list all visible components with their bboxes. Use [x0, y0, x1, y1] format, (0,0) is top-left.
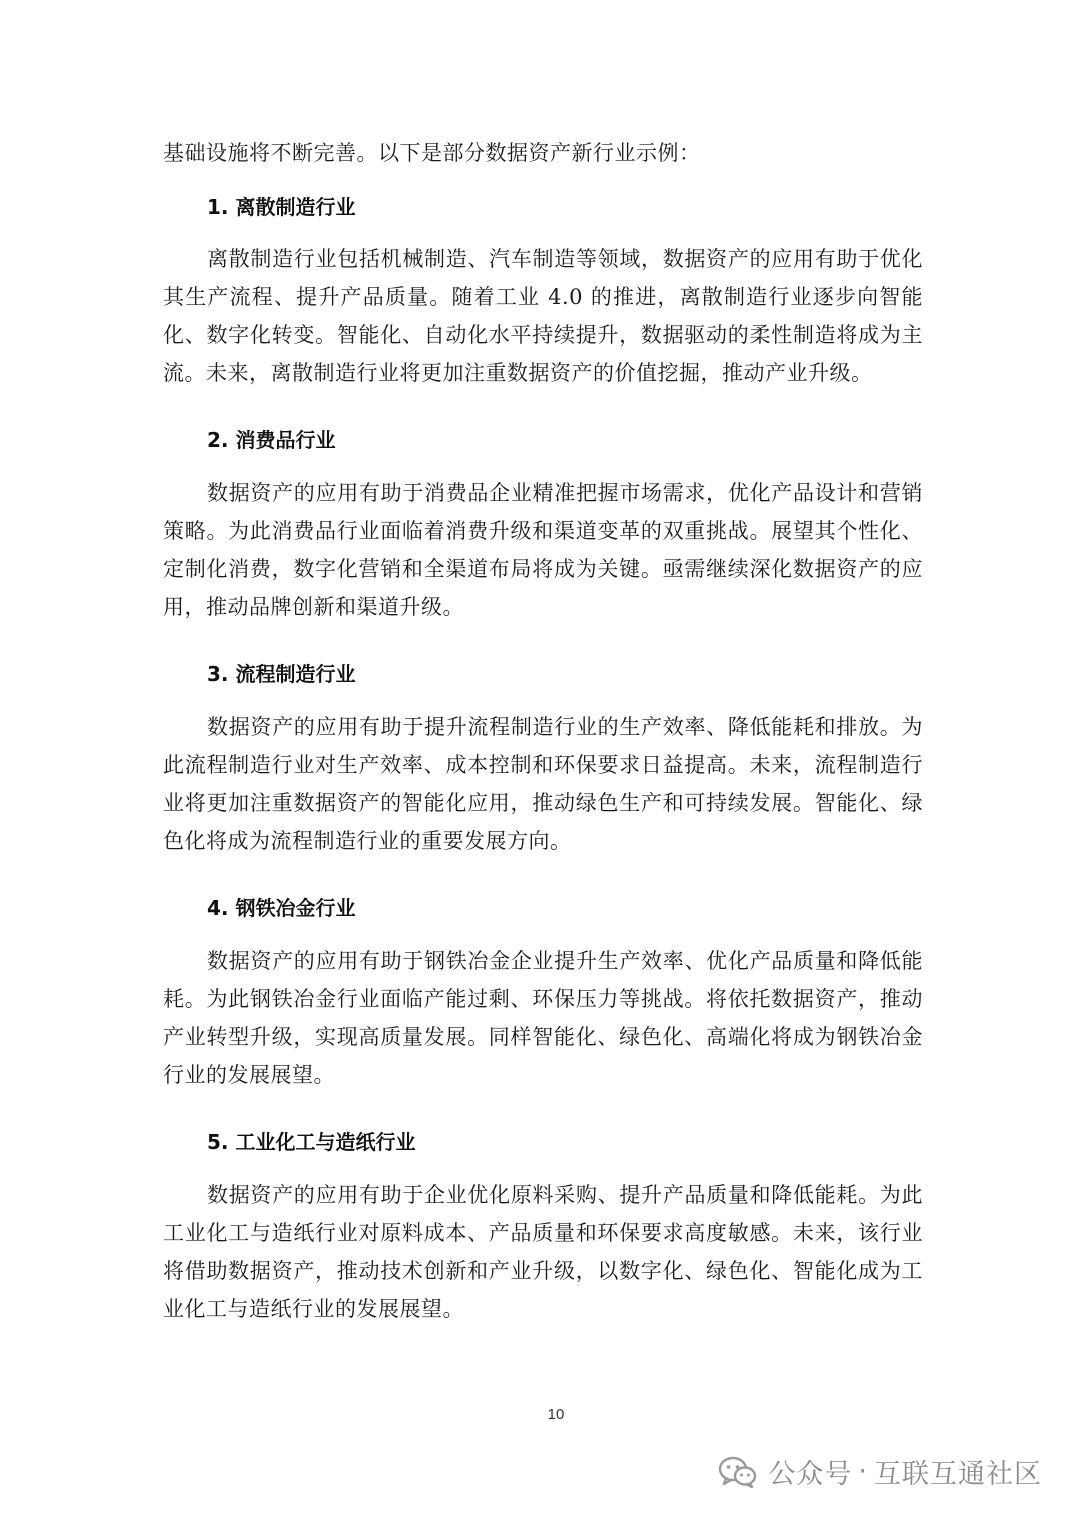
section-1-heading: 1. 离散制造行业: [207, 195, 356, 219]
page-number: 10: [547, 1406, 565, 1423]
wechat-icon: [718, 1455, 758, 1489]
watermark-prefix: 公众号: [768, 1459, 853, 1490]
section-4-heading: 4. 钢铁冶金行业: [207, 896, 356, 920]
section-2-heading: 2. 消费品行业: [207, 428, 336, 452]
section-3-paragraph: 数据资产的应用有助于提升流程制造行业的生产效率、降低能耗和排放。为此流程制造行业对生产效率、成本控制和环保要求日益提高。未来，流程制造行业将更加注重数据资产的智能化应用，推动绿色生产和可持续发展。智能化、绿色化将成为流程制造行业的重要发展方向。: [163, 715, 923, 853]
section-1-paragraph: 离散制造行业包括机械制造、汽车制造等领域，数据资产的应用有助于优化其生产流程、提升产品质量。随着工业 4.0 的推进，离散制造行业逐步向智能化、数字化转变。智能化、自动化水平持续提升，数据驱动的柔性制造将成为主流。未来，离散制造行业将更加注重数据资产的价值挖掘，推动产业升级。: [163, 247, 923, 385]
section-5-heading: 5. 工业化工与造纸行业: [207, 1130, 416, 1154]
watermark-name: 互联互通社区: [874, 1459, 1042, 1490]
watermark: [718, 1452, 1042, 1491]
intro-paragraph: 基础设施将不断完善。以下是部分数据资产新行业示例：: [163, 141, 701, 165]
section-3-heading: 3. 流程制造行业: [207, 662, 356, 686]
section-2-paragraph: 数据资产的应用有助于消费品企业精准把握市场需求，优化产品设计和营销策略。为此消费品行业面临着消费升级和渠道变革的双重挑战。展望其个性化、定制化消费，数字化营销和全渠道布局将成为关键。亟需继续深化数据资产的应用，推动品牌创新和渠道升级。: [163, 481, 923, 619]
watermark-separator: ·: [858, 1456, 868, 1487]
section-4-paragraph: 数据资产的应用有助于钢铁冶金企业提升生产效率、优化产品质量和降低能耗。为此钢铁冶金行业面临产能过剩、环保压力等挑战。将依托数据资产，推动产业转型升级，实现高质量发展。同样智能化、绿色化、高端化将成为钢铁冶金行业的发展展望。: [163, 949, 923, 1087]
section-5-paragraph: 数据资产的应用有助于企业优化原料采购、提升产品质量和降低能耗。为此工业化工与造纸行业对原料成本、产品质量和环保要求高度敏感。未来，该行业将借助数据资产，推动技术创新和产业升级，以数字化、绿色化、智能化成为工业化工与造纸行业的发展展望。: [163, 1183, 923, 1321]
